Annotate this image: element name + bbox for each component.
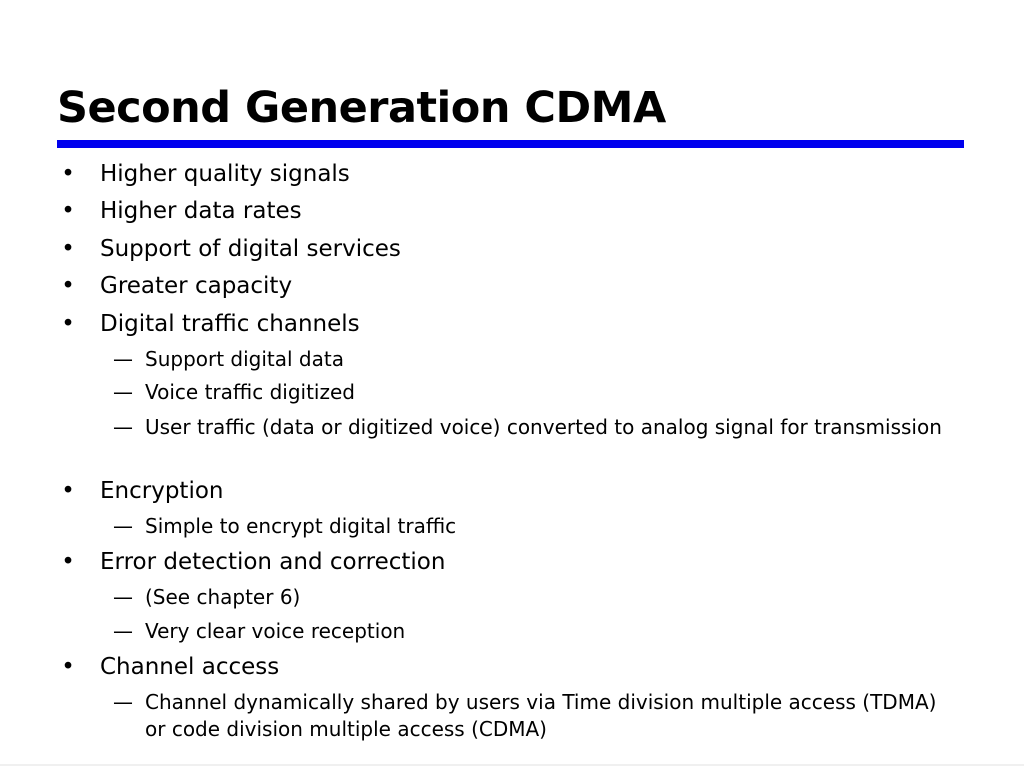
- bullet-marker: •: [61, 161, 75, 187]
- sub-bullet-item: [113, 584, 960, 611]
- bullet-item: [61, 197, 960, 225]
- bullet-text: Higher data rates: [100, 198, 302, 224]
- bullet-item: [61, 272, 960, 300]
- sub-bullet-item: [113, 379, 960, 406]
- sub-bullet-item: [113, 346, 960, 373]
- bullet-item: [61, 160, 960, 188]
- bullet-marker: •: [61, 236, 75, 262]
- sub-bullet-item: [113, 689, 960, 743]
- sub-bullet-item: [113, 414, 960, 441]
- bullet-text: Support of digital services: [100, 236, 401, 262]
- bullet-text: Higher quality signals: [100, 161, 350, 187]
- dash-marker: —: [113, 415, 133, 439]
- bullet-text: Greater capacity: [100, 273, 293, 299]
- slide-title: Second Generation CDMA: [57, 83, 666, 133]
- sub-bullet-text: Very clear voice reception: [145, 619, 406, 643]
- bullet-item: [61, 310, 960, 338]
- title-underline: [57, 140, 964, 148]
- dash-marker: —: [113, 619, 133, 643]
- bullet-text: Error detection and correction: [100, 549, 446, 575]
- bullet-text: Channel access: [100, 654, 280, 680]
- sub-bullet-text: Support digital data: [145, 347, 344, 371]
- bullet-marker: •: [61, 478, 75, 504]
- bullet-marker: •: [61, 198, 75, 224]
- bullet-item: [61, 653, 960, 681]
- bullet-marker: •: [61, 654, 75, 680]
- sub-bullet-text: Channel dynamically shared by users via Time division multiple access (TDMA) or code division multiple access (CDMA): [145, 690, 937, 741]
- sub-bullet-text: User traffic (data or digitized voice) converted to analog signal for transmission: [145, 415, 942, 439]
- bullet-text: Digital traffic channels: [100, 311, 360, 337]
- bullet-item: [61, 235, 960, 263]
- sub-bullet-text: Voice traffic digitized: [145, 380, 355, 404]
- bullet-text: Encryption: [100, 478, 224, 504]
- dash-marker: —: [113, 585, 133, 609]
- dash-marker: —: [113, 347, 133, 371]
- bullet-marker: •: [61, 273, 75, 299]
- sub-bullet-item: [113, 513, 960, 540]
- dash-marker: —: [113, 514, 133, 538]
- bullet-item: [61, 548, 960, 576]
- dash-marker: —: [113, 690, 133, 714]
- bottom-divider: [0, 764, 1024, 766]
- dash-marker: —: [113, 380, 133, 404]
- sub-bullet-text: Simple to encrypt digital traffic: [145, 514, 457, 538]
- bullet-marker: •: [61, 549, 75, 575]
- bullet-item: [61, 477, 960, 505]
- sub-bullet-item: [113, 618, 960, 645]
- bullet-marker: •: [61, 311, 75, 337]
- sub-bullet-text: (See chapter 6): [145, 585, 301, 609]
